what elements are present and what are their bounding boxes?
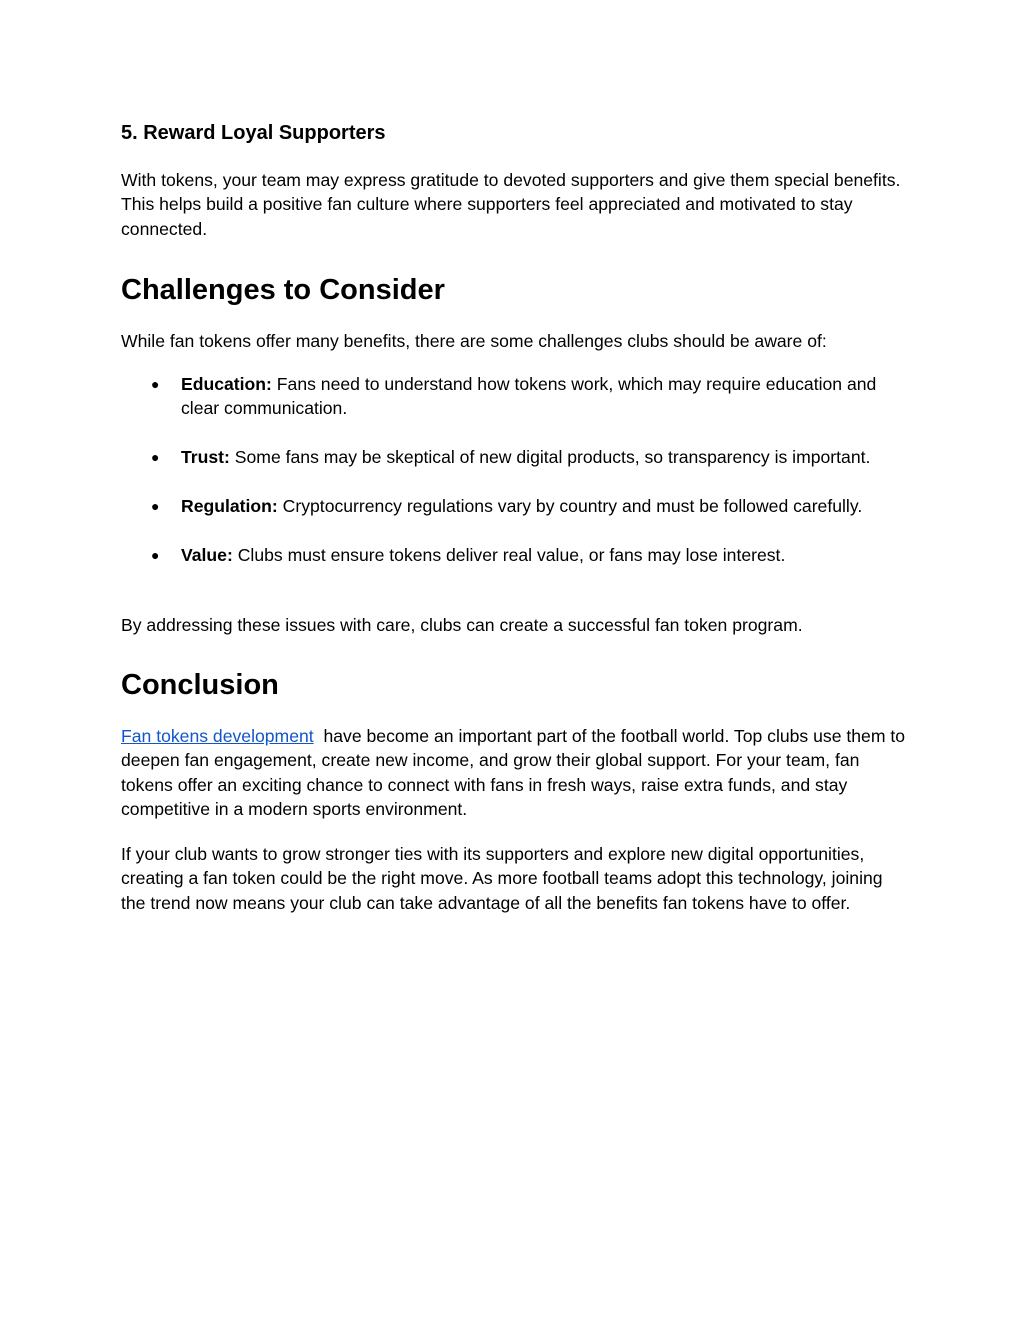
conclusion-paragraph-1 xyxy=(121,724,911,822)
list-item-text: Some fans may be skeptical of new digital products, so transparency is important. xyxy=(229,447,871,468)
bullet-icon: ● xyxy=(151,546,160,563)
bullet-icon: ● xyxy=(151,376,160,392)
conclusion-paragraph-1-text: have become an important part of the football world. Top clubs use them to deepen fan engagement, create new income, and grow their global support. For your team, fan tokens offer an exciting chance to connect with fans in fresh ways, raise extra funds, and stay competitive in a modern sports environment. xyxy=(121,726,910,820)
list-item-text: Clubs must ensure tokens deliver real value, or fans may lose interest. xyxy=(232,544,786,565)
conclusion-paragraph-2: If your club wants to grow stronger ties with its supporters and explore new digital opportunities, creating a fan token could be the right move. As more football teams adopt this technology, joining the trend now means your club can take advantage of all the benefits fan tokens have to offer. xyxy=(121,844,883,913)
challenges-intro: While fan tokens offer many benefits, there are some challenges clubs should be aware of: xyxy=(121,331,827,351)
reward-paragraph: With tokens, your team may express gratitude to devoted supporters and give them special benefits. This helps build a positive fan culture where supporters feel appreciated and motivated to stay connected. xyxy=(121,170,901,239)
list-item-label: Education: xyxy=(181,374,272,394)
list-item xyxy=(121,494,911,518)
list-item xyxy=(121,445,911,469)
list-item-label: Trust: xyxy=(181,447,230,468)
fan-tokens-development-link[interactable]: Fan tokens development xyxy=(121,726,314,746)
bullet-icon: ● xyxy=(151,449,160,466)
list-item-text: Fans need to understand how tokens work, which may require education and clear communication. xyxy=(181,374,877,419)
list-item xyxy=(121,543,911,567)
section-heading-challenges: Challenges to Consider xyxy=(121,274,445,306)
section-heading-conclusion: Conclusion xyxy=(121,669,279,701)
challenges-list xyxy=(121,372,911,592)
list-item xyxy=(121,372,911,421)
list-item-text: Cryptocurrency regulations vary by country and must be followed carefully. xyxy=(277,496,863,516)
list-item-label: Regulation: xyxy=(181,496,278,516)
challenges-closing: By addressing these issues with care, clubs can create a successful fan token program. xyxy=(121,615,803,635)
section-heading-reward: 5. Reward Loyal Supporters xyxy=(121,122,386,144)
list-item-label: Value: xyxy=(181,544,233,565)
bullet-icon: ● xyxy=(151,498,160,514)
